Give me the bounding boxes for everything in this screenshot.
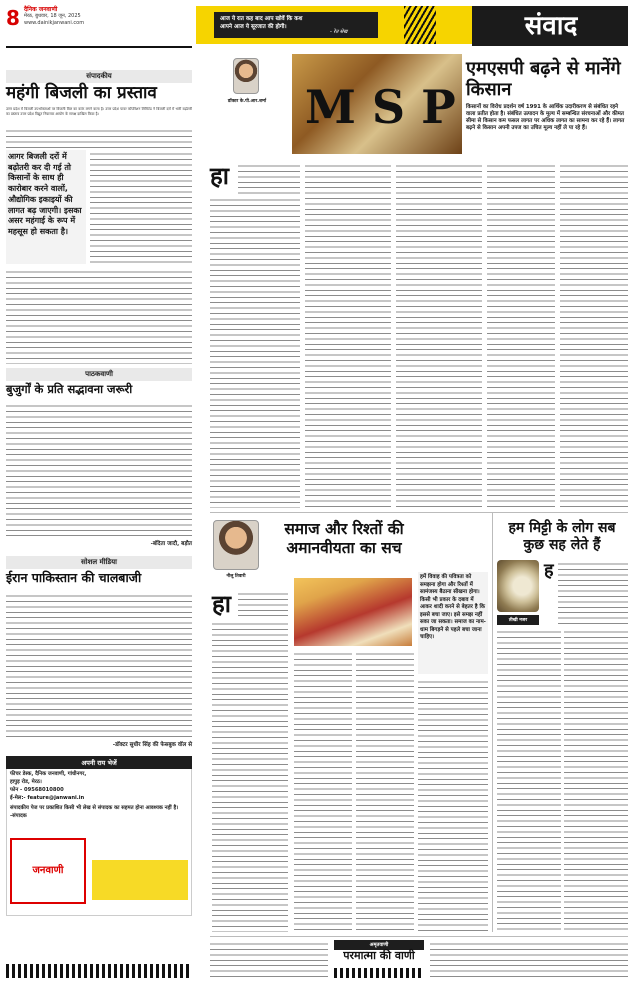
sky-photo bbox=[497, 560, 539, 612]
opinion-line: फीचर डेस्क, दैनिक जनवाणी, गांधीनगर, bbox=[10, 771, 87, 777]
section-brand: संवाद bbox=[524, 11, 578, 41]
msp-deck: किसानों का विरोध प्रदर्शन वर्ष 1991 के आर्थिक उदारीकरण से संबंधित रहने वाला प्रतीत होता है। संबंधित उत्पादन के मूल्य में सम्बन्धित संरचनाओं और कीमत सीमा से किसान कम फसल लागत पर अधिक लागत का सामना कर रहे हैं। लागत बढ़ने से किसान अपनी उपज का उचित मूल्य नहीं ले पा रहे हैं। bbox=[466, 104, 625, 131]
promo-quote bbox=[220, 15, 380, 31]
promo-line-2: आपने आज ये सूरजात की होगी। bbox=[220, 24, 287, 30]
page-number: 8 bbox=[6, 6, 20, 30]
promo-line-1: आज ये रात कह बाद आप खोवें कि कश bbox=[220, 16, 303, 22]
social-body bbox=[6, 592, 192, 738]
society-dropcap: हा bbox=[212, 590, 231, 618]
spiritual-headline: परमात्मा की वाणी bbox=[343, 949, 415, 962]
letters-headline: बुजुर्गों के प्रति सद्भावना जरूरी bbox=[6, 382, 133, 396]
sky-kicker: तीखी नजर bbox=[497, 615, 539, 625]
editorial-pullquote: आगर बिजली दरों में बढ़ोतरी कर दी गई तो किसानों के साथ ही कारोबार करने वालों, औद्योगिक इकाइयों की लागत बढ़ जाएगी। इसका असर महंगाई के रूप में महसूस हो सकता है। bbox=[8, 152, 82, 236]
msp-col1 bbox=[210, 196, 300, 508]
opinion-phone: फोन - 09568010800 bbox=[10, 787, 64, 793]
society-col1-top bbox=[238, 590, 288, 620]
society-col4 bbox=[418, 678, 488, 932]
editorial-body bbox=[6, 127, 192, 149]
msp-col1-top bbox=[238, 162, 300, 196]
section-rule-bottom bbox=[210, 936, 628, 937]
editorial-kicker: संपादकीय bbox=[6, 70, 192, 83]
sky-col2 bbox=[564, 628, 628, 932]
masthead-meta bbox=[24, 6, 142, 27]
editorial-body-3 bbox=[6, 268, 192, 364]
logo-text: जनवाणी bbox=[32, 865, 64, 876]
masthead-rule bbox=[6, 46, 192, 48]
msp-col2 bbox=[305, 162, 391, 508]
opinion-email[interactable]: ई-मेल:- feature@janwani.in bbox=[10, 795, 85, 801]
msp-col5 bbox=[560, 162, 628, 508]
date-line: मेरठ, बुधवार, 18 जून, 2025 bbox=[24, 13, 81, 19]
spiritual-col-left bbox=[210, 940, 328, 978]
footer-logo bbox=[10, 838, 86, 904]
logo-decoration bbox=[92, 860, 188, 900]
section-rule bbox=[210, 512, 628, 513]
promo-stripes bbox=[404, 6, 436, 44]
spiritual-col-right bbox=[430, 940, 628, 978]
opinion-address bbox=[10, 770, 190, 820]
social-signature: -डॉक्टर सुधीर सिंह की फेसबुक वॉल से bbox=[112, 742, 192, 748]
footer-stripes-center bbox=[334, 968, 424, 978]
spacer bbox=[210, 52, 280, 54]
social-headline: ईरान पाकिस्तान की चालबाजी bbox=[6, 570, 142, 585]
letters-kicker: पाठकवाणी bbox=[6, 368, 192, 381]
sky-col-top bbox=[558, 560, 628, 624]
msp-photo-letters: M S P bbox=[305, 80, 456, 134]
msp-col3 bbox=[396, 162, 482, 508]
sky-col1 bbox=[497, 628, 561, 932]
society-col3 bbox=[356, 650, 414, 932]
opinion-line: हापुड़ रोड, मेरठ। bbox=[10, 779, 42, 785]
spiritual-kicker: अमृतवाणी bbox=[334, 940, 424, 950]
paper-name: दैनिक जनवाणी bbox=[24, 6, 58, 13]
author-photo bbox=[233, 58, 259, 94]
column-rule bbox=[492, 512, 493, 932]
msp-col4 bbox=[487, 162, 555, 508]
website-link[interactable]: www.dainikjanwani.com bbox=[24, 20, 85, 26]
sky-headline: हम मिट्टी के लोग सब कुछ सह लेते हैं bbox=[508, 520, 616, 553]
msp-headline: एमएसपी बढ़ने से मानेंगे किसान bbox=[466, 58, 621, 100]
society-col1 bbox=[212, 620, 288, 932]
promo-signature: - रेत सेख bbox=[330, 29, 348, 35]
society-col2 bbox=[294, 650, 352, 932]
society-pullquote: हमें विवाह की पवित्रता को समझना होगा और रिश्तों में सामंजस्य बैठाना सीखना होगा। किसी भी प्रकार के दबाव में आकर शादी करने से बेहतर है कि इससे बचा जाए। इसे समझ नहीं सका जा सकता। समाज का नाम-धाम बिगड़ने से पहले बचा जाना चाहिए। bbox=[420, 574, 486, 640]
author-caption: डॉक्टर के.पी.आर.शर्मा bbox=[227, 99, 267, 104]
society-headline: समाज और रिश्तों की अमानवीयता का सच bbox=[284, 520, 404, 557]
opinion-note: संपादकीय पेज पर प्रकाशित किसी भी लेख से संपादक का सहमत होना आवश्यक नहीं है। -संपादक bbox=[10, 805, 179, 819]
editorial-body-2 bbox=[90, 150, 192, 266]
msp-dropcap: हा bbox=[210, 162, 229, 190]
sky-dropcap: ह bbox=[544, 560, 554, 581]
footer-stripes-left bbox=[6, 964, 192, 978]
letters-signature: -बंदिता जादौ, बड़ौत bbox=[150, 541, 192, 547]
editorial-lead: उत्तर प्रदेश में बिजली उपभोक्ताओं पर बिजली बिल का करंट लगने वाला है। उत्तर प्रदेश पावर कॉर्पोरेशन लिमिटेड ने बिजली दरों में भारी बढ़ोतरी का प्रस्ताव उत्तर प्रदेश विद्युत नियामक आयोग के समक्ष दाखिल किया है। bbox=[6, 107, 192, 117]
editorial-headline: महंगी बिजली का प्रस्ताव bbox=[6, 83, 157, 103]
opinion-kicker: अपनी राय भेजें bbox=[6, 756, 192, 769]
wedding-photo bbox=[294, 578, 412, 646]
letters-body bbox=[6, 402, 192, 538]
society-author-caption: नीलू तिवारी bbox=[226, 574, 246, 579]
social-kicker: सोशल मीडिया bbox=[6, 556, 192, 569]
society-author-photo bbox=[213, 520, 259, 570]
